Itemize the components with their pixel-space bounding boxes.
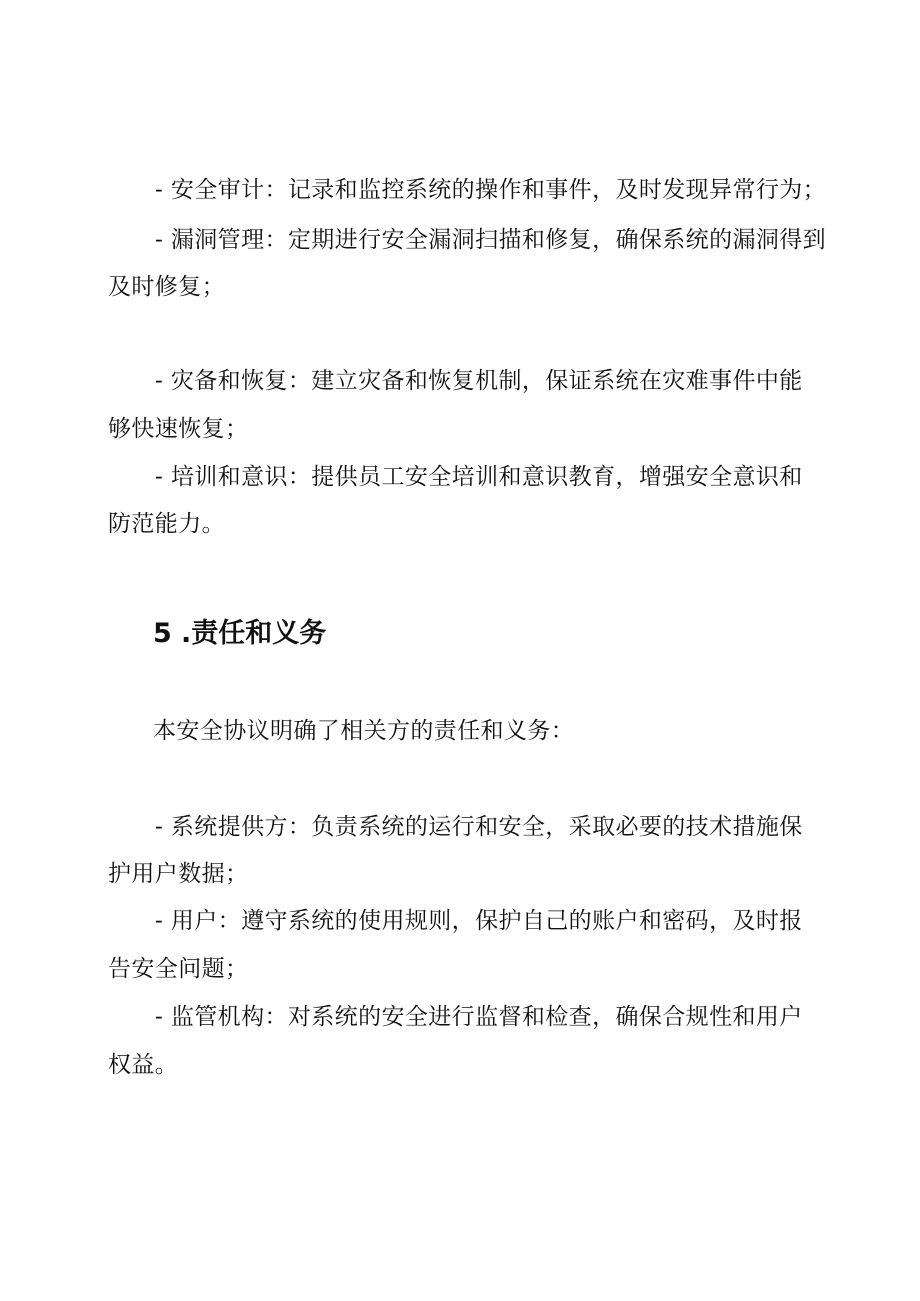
security-audit-item: - 安全审计：记录和监控系统的操作和事件，及时发现异常行为； [155,177,827,203]
vulnerability-management-item-line1: - 漏洞管理：定期进行安全漏洞扫描和修复，确保系统的漏洞得到 [155,227,827,253]
disaster-recovery-item-line2: 够快速恢复； [108,416,249,442]
training-awareness-item-line1: - 培训和意识：提供员工安全培训和意识教育，增强安全意识和 [155,464,803,490]
system-provider-item-line2: 护用户数据； [108,861,249,887]
section-heading [153,617,326,651]
regulator-item-line2: 权益。 [108,1052,179,1078]
vulnerability-management-item-line2: 及时修复； [108,274,225,300]
training-awareness-item-line2: 防范能力。 [108,511,225,537]
user-item-line1: - 用户：遵守系统的使用规则，保护自己的账户和密码，及时报 [155,908,803,934]
system-provider-item-line1: - 系统提供方：负责系统的运行和安全，采取必要的技术措施保 [155,814,803,840]
section-title: .责任和义务 [181,618,327,649]
disaster-recovery-item-line1: - 灾备和恢复：建立灾备和恢复机制，保证系统在灾难事件中能 [155,368,803,394]
regulator-item-line1: - 监管机构：对系统的安全进行监督和检查，确保合规性和用户 [155,1004,803,1030]
user-item-line2: 告安全问题； [108,956,249,982]
section-number: 5 [153,618,172,649]
section-intro: 本安全协议明确了相关方的责任和义务： [153,718,575,744]
